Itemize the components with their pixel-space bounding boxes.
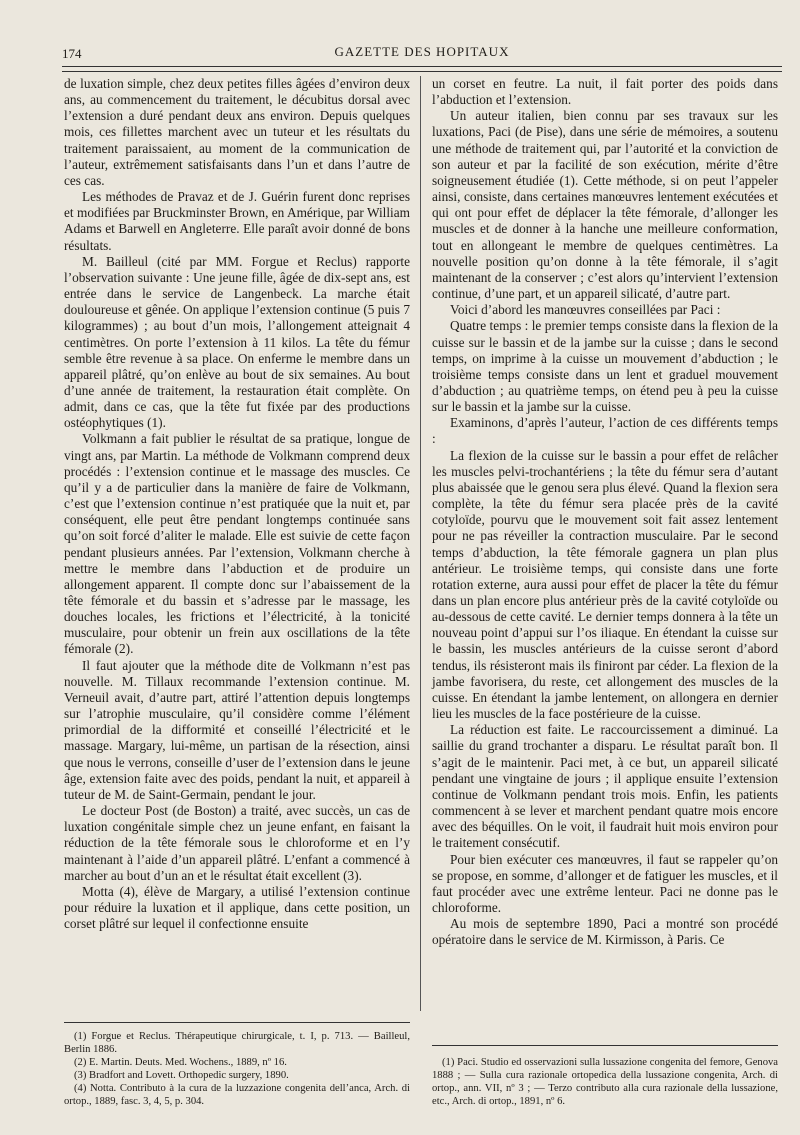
paragraph: Examinons, d’après l’auteur, l’action de ces différents temps : [432, 415, 778, 447]
right-column [432, 76, 778, 948]
paragraph: Un auteur italien, bien connu par ses travaux sur les luxations, Paci (de Pise), dans une série de mémoires, a soutenu une méthode de traitement qui, par l’autorité et la conviction de son auteur et par la facilité de son exécution, mérite d’être soigneusement étudiée (1). Cette méthode, si on peut l’appeler ainsi, consiste, dans certaines manœuvres lentement exécutées et qui ont pour effet de déplacer la tête fémorale, d’allonger les muscles et de donner à la hanche une meilleure conformation, tout en allongeant le membre de quelques centimètres. La nouvelle position qu’on donne à la tête fémorale, il s’agit maintenant de la conserver ; c’est alors qu’intervient l’extension continue, d’une part, et un appareil silicaté, d’autre part. [432, 108, 778, 302]
paragraph: La réduction est faite. Le raccourcissement a diminué. La saillie du grand trochanter a disparu. Le résultat paraît bon. Il s’agit de le maintenir. Paci met, à ce but, un appareil silicaté pendant une vingtaine de jours ; il applique ensuite l’extension continue de Volkmann pendant trois mois. Enfin, les patients commencent à se lever et marchent pendant quatre mois encore avec des béquilles. On le voit, il faudrait huit mois environ pour le traitement consécutif. [432, 722, 778, 851]
footnote: (2) E. Martin. Deuts. Med. Wochens., 1889, nº 16. [74, 1057, 287, 1068]
footnote-rule-left [64, 1022, 410, 1023]
journal-title: GAZETTE DES HOPITAUX [334, 44, 510, 59]
paragraph: Le docteur Post (de Boston) a traité, avec succès, un cas de luxation congénitale simple chez un jeune enfant, en faisant la réduction de la tête fémorale sous le chloroforme et en l’y maintenant à l’aide d’un appareil plâtré. L’enfant a commencé à marcher au bout d’un an et le résultat était excellent (3). [64, 803, 410, 883]
header-double-rule [62, 66, 782, 72]
page-number: 174 [62, 46, 82, 61]
paragraph: de luxation simple, chez deux petites filles âgées d’environ deux ans, au commencement du traitement, le décubitus dorsal avec l’extension a duré pendant deux ans environ. Depuis quelques mois, ces fillettes marchent avec un tuteur et les résultats du traitement paraissaient, au moment de la communication de l’auteur, extrêmement satisfaisants dans l’un et dans l’autre de ces cas. [64, 76, 410, 188]
paragraph: Pour bien exécuter ces manœuvres, il faut se rappeler qu’on se propose, en somme, d’allonger et de fatiguer les muscles, et il faut procéder avec une extrême lenteur. Paci ne donne pas le chloroforme. [432, 851, 778, 915]
footnote: (3) Bradfort and Lovett. Orthopedic surgery, 1890. [74, 1070, 289, 1081]
paragraph: un corset en feutre. La nuit, il fait porter des poids dans l’abduction et l’extension. [432, 76, 778, 108]
paragraph: Il faut ajouter que la méthode dite de Volkmann n’est pas nouvelle. M. Tillaux recommande l’extension continue. M. Verneuil avait, d’autre part, attiré l’attention depuis longtemps sur l’atrophie musculaire, qu’il considère comme l’élément primordial de la difformité et conseillé l’électricité et le massage. Margary, lui-même, un partisan de la résection, ainsi que nous le verrons, conseille d’user de l’extension dans le jeune âge, extension faite avec des poids, pendant la nuit, et appareil à tuteur de M. de Saint-Germain, pendant le jour. [64, 657, 410, 802]
paragraph: Volkmann a fait publier le résultat de sa pratique, longue de vingt ans, par Martin. La méthode de Volkmann comprend deux procédés : l’extension continue et le massage des muscles. Ce qu’il y a de particulier dans la manière de faire de Volkmann, c’est que l’extension continue n’est pratiquée que la nuit et, par conséquent, elle peut être pendant longtemps continuée sans qu’on soit forcé d’aliter le malade. Elle est suivie de cette façon pendant plusieurs années. Par l’extension, Volkmann cherche à mettre le membre dans l’abduction et de produire un allongement apparent. Il compte donc sur l’abaissement de la tête fémorale et du bassin et s’adresse par le massage, les douches locales, les frictions et l’électricité, à la tonicité musculaire, pour obtenir un frein aux oscillations de la tête fémorale (2). [64, 431, 410, 657]
footnote: (4) Notta. Contributo à la cura de la luzzazione congenita dell’anca, Arch. di ortop., 1889, fasc. 3, 4, 5, p. 304. [64, 1083, 410, 1107]
paragraph: M. Bailleul (cité par MM. Forgue et Reclus) rapporte l’observation suivante : Une jeune fille, âgée de dix-sept ans, est entrée dans le service de Langenbeck. La marche était douloureuse et gênée. On applique l’extension continue (5 puis 7 kilogrammes) ; au bout d’un mois, l’allongement atteignait 4 centimètres. On porte l’extension à 11 kilos. La tête du fémur semble être revenue à sa place. On enferme le membre dans un appareil plâtré, qu’on enlève au bout de six semaines. Au bout d’une année de traitement, la restauration était complète. On admit, dans ce cas, que la tête fut fixée par des productions ostéophytiques (1). [64, 253, 410, 431]
running-head [62, 40, 782, 60]
footnote: (1) Paci. Studio ed osservazioni sulla lussazione congenita del femore, Genova 1888 ; — Sulla cura razionale ortopedica della lussazione congenita, Arch. di ortop., ann. VII, nº 3 ; — Terzo contributo alla cura razionale della lussazione, etc., Arch. di ortop., 1891, nº 6. [432, 1057, 778, 1107]
left-column [64, 76, 410, 932]
paragraph: Les méthodes de Pravaz et de J. Guérin furent donc reprises et modifiées par Bruckminster Brown, en Amérique, par William Adams et Barwell en Angleterre. Elle paraît avoir donné de bons résultats. [64, 189, 410, 253]
footnote: (1) Forgue et Reclus. Thérapeutique chirurgicale, t. I, p. 713. — Bailleul, Berlin 1886. [64, 1031, 410, 1055]
footnotes-left [64, 1030, 410, 1108]
paragraph: Au mois de septembre 1890, Paci a montré son procédé opératoire dans le service de M. Kirmisson, à Paris. Ce [432, 916, 778, 948]
paragraph: Voici d’abord les manœuvres conseillées par Paci : [450, 302, 721, 318]
column-divider [420, 76, 421, 1011]
paragraph: La flexion de la cuisse sur le bassin a pour effet de relâcher les muscles pelvi-trochantériens ; la tête du fémur sera d’autant plus abaissée que le genou sera plus élevé. Quand la flexion sera complète, la tête du fémur sera placée près de la cavité cotyloïde, pourvu que le mouvement soit fait assez lentement pour ne pas réveiller la contraction musculaire. Par le second temps d’abduction, la tête fémorale gagnera un plan plus antérieur. Le troisième temps, qui consiste dans une forte rotation externe, aura aussi pour effet de placer la tête du fémur dans un plan encore plus antérieur près de la cavité cotyloïde ou au-dessous de cette cavité. Le dernier temps donnera à la tête un nouveau point d’appui sur l’os iliaque. En étendant la cuisse sur le bassin, les muscles antérieurs de la cuisse seront d’abord tendus, ils résisteront mais ils finiront par céder. La flexion de la jambe favorisera, du reste, cet allongement des muscles de la cuisse. En étendant la jambe lentement, on allongera en dernier lieu les muscles de la face postérieure de la cuisse. [432, 447, 778, 722]
paragraph: Motta (4), élève de Margary, a utilisé l’extension continue pour réduire la luxation et il applique, dans cette position, un corset plâtré sur lequel il confectionne ensuite [64, 883, 410, 932]
footnotes-right [432, 1056, 778, 1108]
paragraph: Quatre temps : le premier temps consiste dans la flexion de la cuisse sur le bassin et de la jambe sur la cuisse ; dans le second temps, on imprime à la cuisse un mouvement d’abduction ; le troisième temps consiste dans un lent et graduel mouvement d’abduction ; au quatrième temps, on étend peu à peu la cuisse sur le bassin et la jambe sur la cuisse. [432, 318, 778, 415]
footnote-rule-right [432, 1045, 778, 1046]
